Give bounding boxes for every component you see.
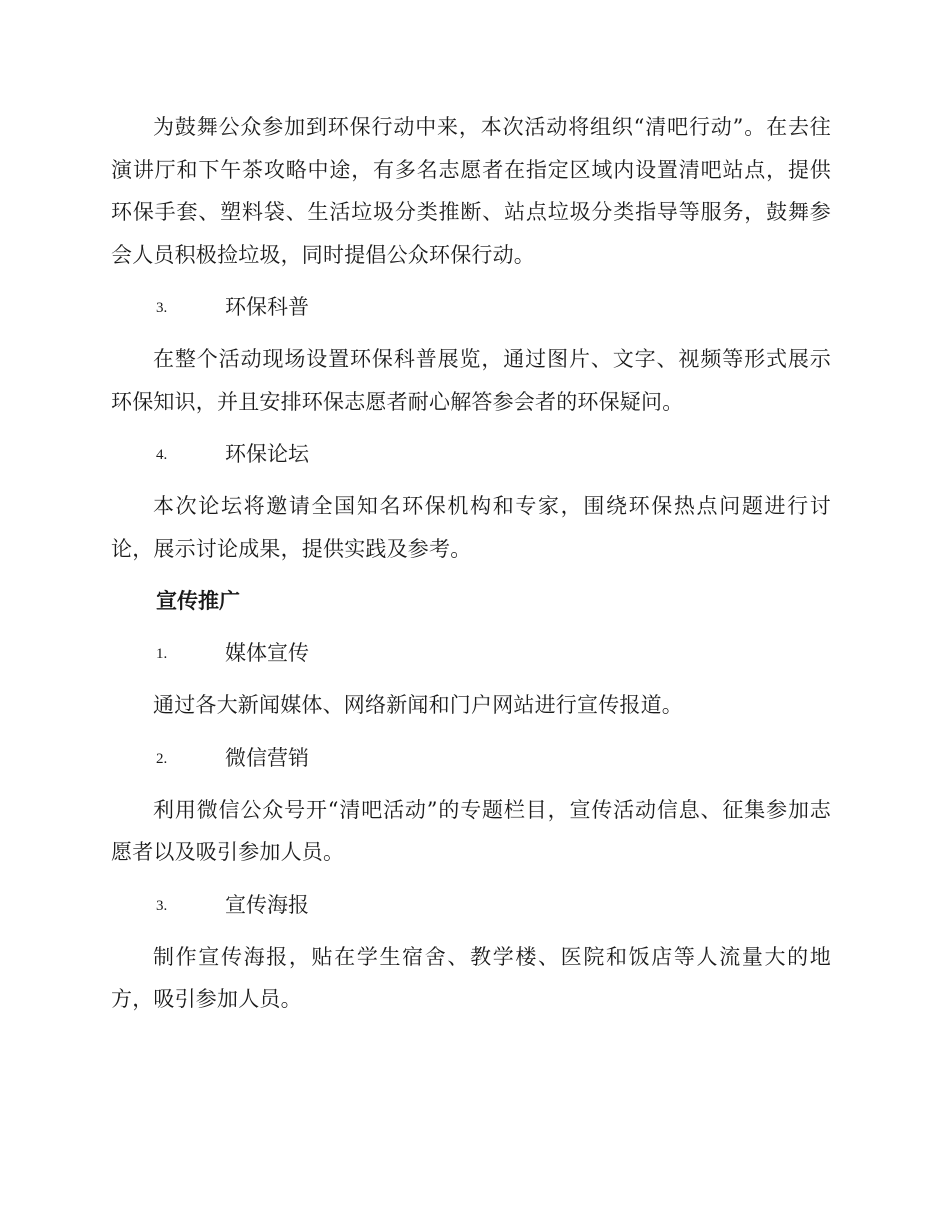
list-label: 环保论坛 (225, 442, 309, 466)
list-label: 环保科普 (225, 295, 309, 319)
document-page (111, 106, 831, 1021)
list-number: 1. (156, 646, 168, 662)
list-label: 微信营销 (225, 745, 309, 770)
paragraph-eco-forum: 本次论坛将邀请全国知名环保机构和专家，围绕环保热点问题进行讨论，展示讨论成果，提供实践及参考。 (111, 494, 831, 561)
list-item-eco-forum (111, 433, 831, 475)
section-heading-promotion: 宣传推广 (156, 589, 240, 613)
paragraph-posters: 制作宣传海报，贴在学生宿舍、教学楼、医院和饭店等人流量大的地方，吸引参加人员。 (111, 944, 831, 1011)
paragraph-wechat-marketing: 利用微信公众号开“清吧活动”的专题栏目，宣传活动信息、征集参加志愿者以及吸引参加人员。 (111, 797, 831, 864)
list-item-eco-education (111, 286, 831, 328)
paragraph-cleanup-action: 为鼓舞公众参加到环保行动中来，本次活动将组织“清吧行动”。在去往演讲厅和下午茶攻略中途，有多名志愿者在指定区域内设置清吧站点，提供环保手套、塑料袋、生活垃圾分类推断、站点垃圾分类指导等服务，鼓舞参会人员积极捡垃圾，同时提倡公众环保行动。 (111, 115, 831, 267)
list-number: 2. (156, 750, 168, 767)
list-item-media-promotion (111, 632, 831, 674)
list-number: 3. (156, 300, 168, 316)
paragraph-media-promotion: 通过各大新闻媒体、网络新闻和门户网站进行宣传报道。 (153, 693, 683, 717)
list-label: 宣传海报 (225, 892, 309, 917)
list-item-wechat-marketing (111, 737, 831, 779)
paragraph-eco-education: 在整个活动现场设置环保科普展览，通过图片、文字、视频等形式展示环保知识，并且安排环保志愿者耐心解答参会者的环保疑问。 (111, 347, 831, 414)
list-item-posters (111, 884, 831, 926)
list-number: 4. (156, 447, 168, 463)
list-number: 3. (156, 897, 168, 914)
list-label: 媒体宣传 (225, 641, 309, 665)
